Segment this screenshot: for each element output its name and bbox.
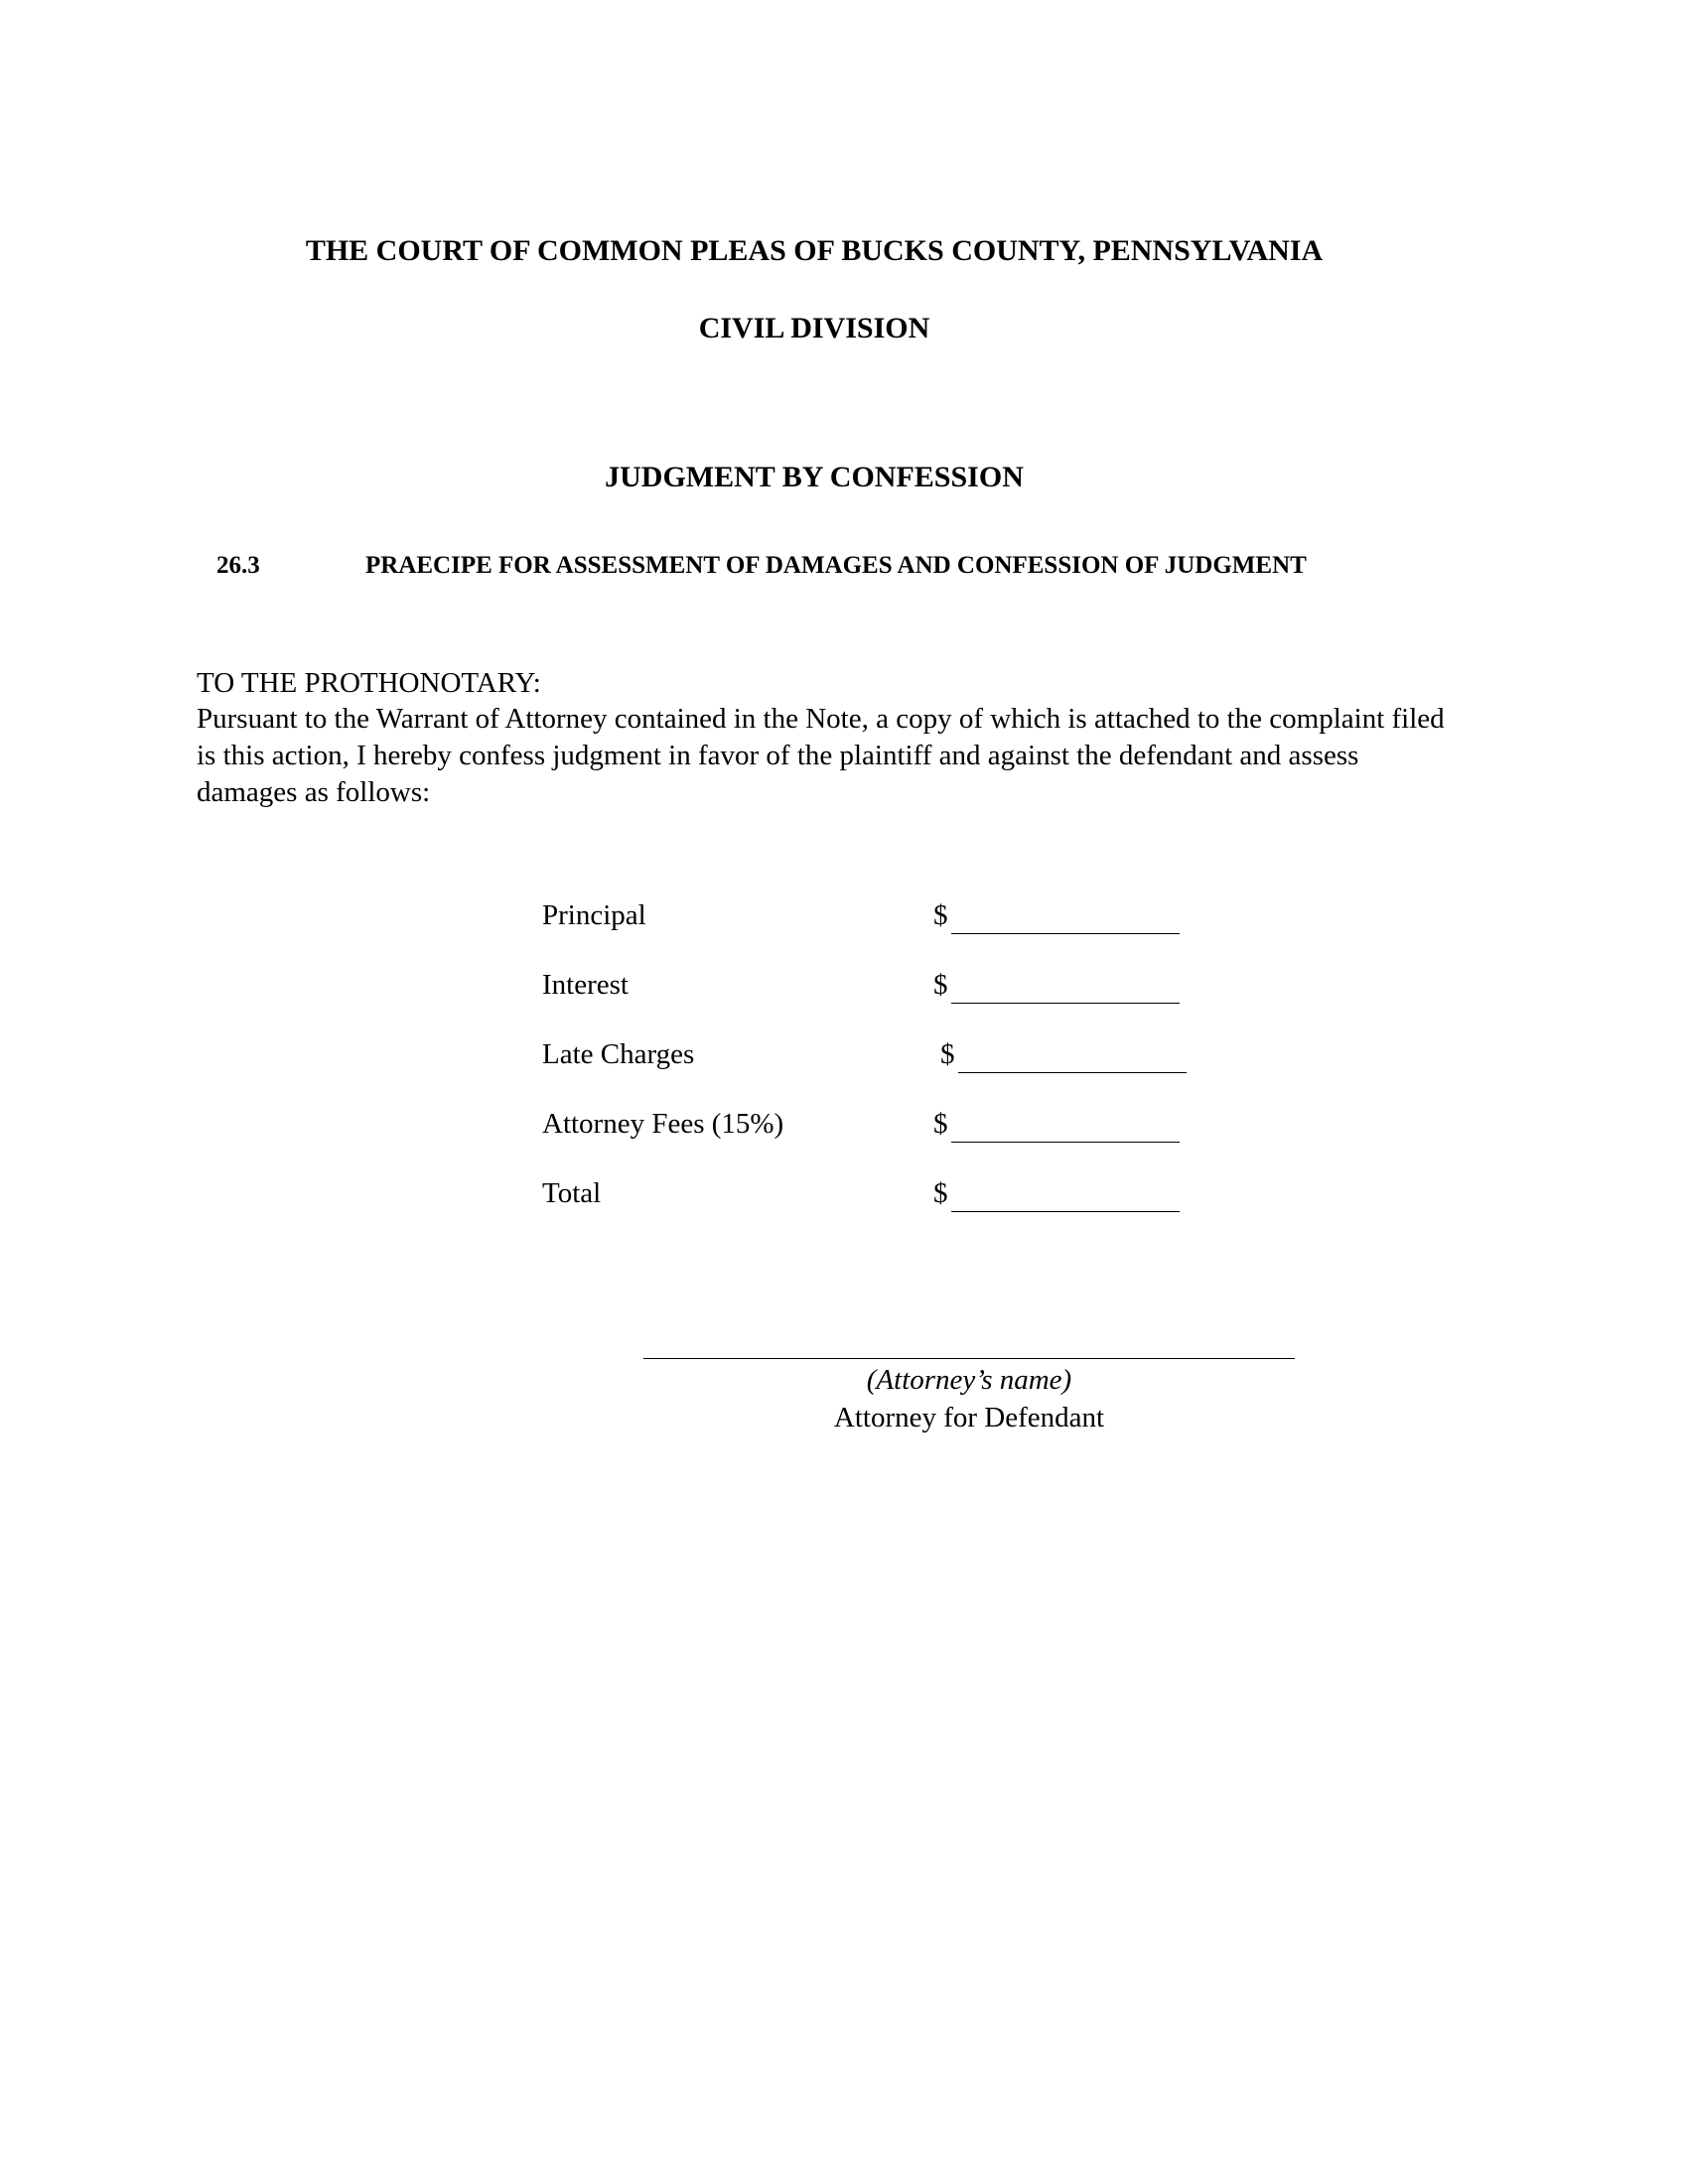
damages-row-late-charges [0, 1038, 1688, 1078]
addressee-line: TO THE PROTHONOTARY: [197, 667, 541, 699]
damages-label: Attorney Fees (15%) [542, 1108, 784, 1140]
court-title: THE COURT OF COMMON PLEAS OF BUCKS COUNTY, PENNSYLVANIA [305, 234, 1324, 267]
section-number: 26.3 [216, 552, 260, 579]
damages-label: Principal [542, 899, 646, 931]
signature-line[interactable] [643, 1358, 1295, 1359]
attorney-name-placeholder: (Attorney’s name) [866, 1364, 1072, 1396]
amount-blank-line[interactable] [951, 1142, 1180, 1143]
body-paragraph: Pursuant to the Warrant of Attorney contained in the Note, a copy of which is attached to the complaint filed is this action, I hereby confess judgment in favor of the plaintiff and against the defendant and assess damages as follows: [197, 703, 1445, 808]
amount-blank-line[interactable] [951, 933, 1180, 934]
amount-blank-line[interactable] [951, 1211, 1180, 1212]
section-title: PRAECIPE FOR ASSESSMENT OF DAMAGES AND CONFESSION OF JUDGMENT [365, 552, 1307, 579]
damages-label: Interest [542, 969, 629, 1001]
amount-blank-line[interactable] [958, 1072, 1187, 1073]
dollar-sign: $ [940, 1038, 955, 1070]
document-heading: JUDGMENT BY CONFESSION [605, 461, 1024, 493]
damages-row-attorney-fees [0, 1108, 1688, 1148]
amount-blank-line[interactable] [951, 1003, 1180, 1004]
damages-row-total [0, 1177, 1688, 1217]
dollar-sign: $ [933, 1177, 948, 1209]
damages-label: Total [542, 1177, 602, 1209]
dollar-sign: $ [933, 1108, 948, 1140]
damages-label: Late Charges [542, 1038, 695, 1070]
division-title: CIVIL DIVISION [698, 312, 930, 344]
damages-row-interest [0, 969, 1688, 1009]
dollar-sign: $ [933, 899, 948, 931]
dollar-sign: $ [933, 969, 948, 1001]
damages-row-principal [0, 899, 1688, 939]
attorney-role: Attorney for Defendant [833, 1402, 1105, 1433]
